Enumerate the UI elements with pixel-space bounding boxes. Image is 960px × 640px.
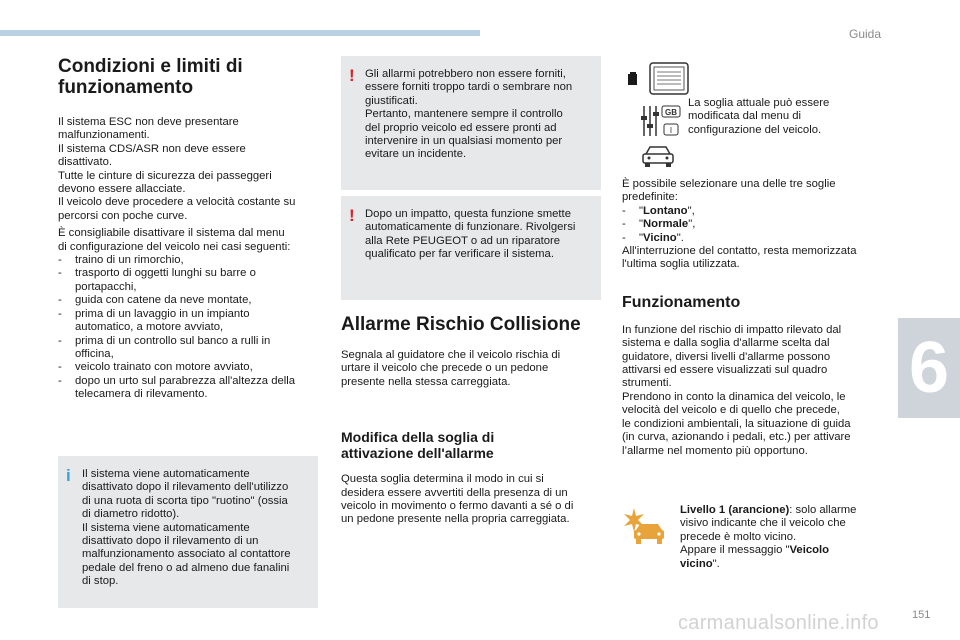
list-item: - guida con catene da neve montate, xyxy=(58,294,320,307)
badge-i: I xyxy=(669,126,673,135)
warning-icon: ! xyxy=(349,66,355,85)
column-1 xyxy=(58,56,320,402)
disable-intro: È consigliabile disattivare il sistema dal menu di configurazione del veicolo nei casi seguenti: xyxy=(58,227,291,253)
collision-intro: Segnala al guidatore che il veicolo rischia di urtare il veicolo che precede o un pedone presente nella stessa carreggiata. xyxy=(341,349,561,388)
conditions-paragraph: Il sistema ESC non deve presentare malfunzionamenti. Il sistema CDS/ASR non deve essere disattivato. Tutte le cinture di sicurezza dei passeggeri devono essere allacciate. Il veicolo deve procedere a velocità costante su percorsi con poche curve. xyxy=(58,116,296,222)
funzionamento-paragraph: In funzione del rischio di impatto rilevato dal sistema e dalla soglia d'allarme scelta dal guidatore, diversi livelli d'allarme possono attivarsi ed essere visualizzati sul quadro strumenti. Prendono in conto la dinamica del veicolo, le velocità del veicolo e di quello che precede, le condizioni ambientali, la situazione di guida (in curva, azionando i pedali, etc.) per attivare l’allarme nel momento più opportuno. xyxy=(622,323,851,457)
column-2-body xyxy=(341,314,603,527)
list-item: - traino di un rimorchio, xyxy=(58,254,320,267)
warning-icon: ! xyxy=(349,206,355,225)
list-item: - prima di un controllo sul banco a rulli in officina, xyxy=(58,335,320,362)
info-icon: i xyxy=(66,466,71,485)
disable-cases-list xyxy=(58,254,320,401)
subtitle-funzionamento: Funzionamento xyxy=(622,293,741,311)
list-item: - veicolo trainato con motore avviato, xyxy=(58,361,320,374)
warning-note-box-1 xyxy=(341,56,601,190)
header-title: Guida xyxy=(849,27,882,41)
settings-sliders-icon xyxy=(640,104,682,143)
thresholds-list xyxy=(622,205,888,245)
level1-paragraph: Livello 1 (arancione): solo allarme visivo indicante che il veicolo che precede è molto vicino. Appare il messaggio "Veicolo vicino". xyxy=(680,504,857,570)
screen-menu-icon xyxy=(628,62,690,101)
list-item: - "Vicino". xyxy=(622,232,888,245)
warning-note-text-1: Gli allarmi potrebbero non essere forniti, essere forniti troppo tardi o sembrare non giustificati. Pertanto, mantenere sempre il controllo del proprio veicolo ed essere pronti ad intervenire in un qualsiasi momento per evitare un incidente. xyxy=(365,68,573,161)
list-item: - "Lontano", xyxy=(622,205,888,218)
chapter-tab: 6 xyxy=(898,318,960,418)
list-item: - dopo un urto sul parabrezza all'altezza della telecamera di rilevamento. xyxy=(58,375,320,402)
page-number: 151 xyxy=(912,609,931,621)
thresholds-intro: È possibile selezionare una delle tre soglie predefinite: xyxy=(622,178,836,204)
section-title-conditions: Condizioni e limiti di funzionamento xyxy=(58,56,243,98)
header-bar xyxy=(0,30,480,36)
badge-gb: GB xyxy=(665,108,677,117)
collision-alert-orange-icon xyxy=(622,506,670,553)
section-title-collision: Allarme Rischio Collisione xyxy=(341,314,581,335)
list-item: - "Normale", xyxy=(622,218,888,231)
threshold-paragraph: Questa soglia determina il modo in cui si desidera essere avvertiti della presenza di un veicolo in movimento o fermo davanti a sé o di un pedone presente nella propria carreggiata. xyxy=(341,473,574,526)
watermark: carmanualsonline.info xyxy=(678,612,879,634)
info-note-box xyxy=(58,456,318,608)
info-note-text: Il sistema viene automaticamente disattivato dopo il rilevamento dell'utilizzo di una ruota di scorta tipo "ruotino" (ossia di diametro ridotto). Il sistema viene automaticamente disattivato dopo il rilevamento di un malfunzionamento associato al contattore pedale del freno o ad almeno due fanalini di stop. xyxy=(82,468,291,588)
thresholds-outro: All'interruzione del contatto, resta memorizzata l'ultima soglia utilizzata. xyxy=(622,245,857,271)
column-3-body xyxy=(622,178,888,458)
subtitle-threshold: Modifica della soglia di attivazione dell'allarme xyxy=(341,429,495,462)
warning-note-box-2 xyxy=(341,196,601,300)
car-front-icon xyxy=(640,144,676,175)
list-item: - trasporto di oggetti lunghi su barre o portapacchi, xyxy=(58,267,320,294)
list-item: - prima di un lavaggio in un impianto automatico, a motore avviato, xyxy=(58,308,320,335)
icon-caption: La soglia attuale può essere modificata dal menu di configurazione del veicolo. xyxy=(688,97,830,136)
warning-note-text-2: Dopo un impatto, questa funzione smette automaticamente di funzionare. Rivolgersi alla Rete PEUGEOT o ad un riparatore qualificato per far verificare il sistema. xyxy=(365,208,576,261)
